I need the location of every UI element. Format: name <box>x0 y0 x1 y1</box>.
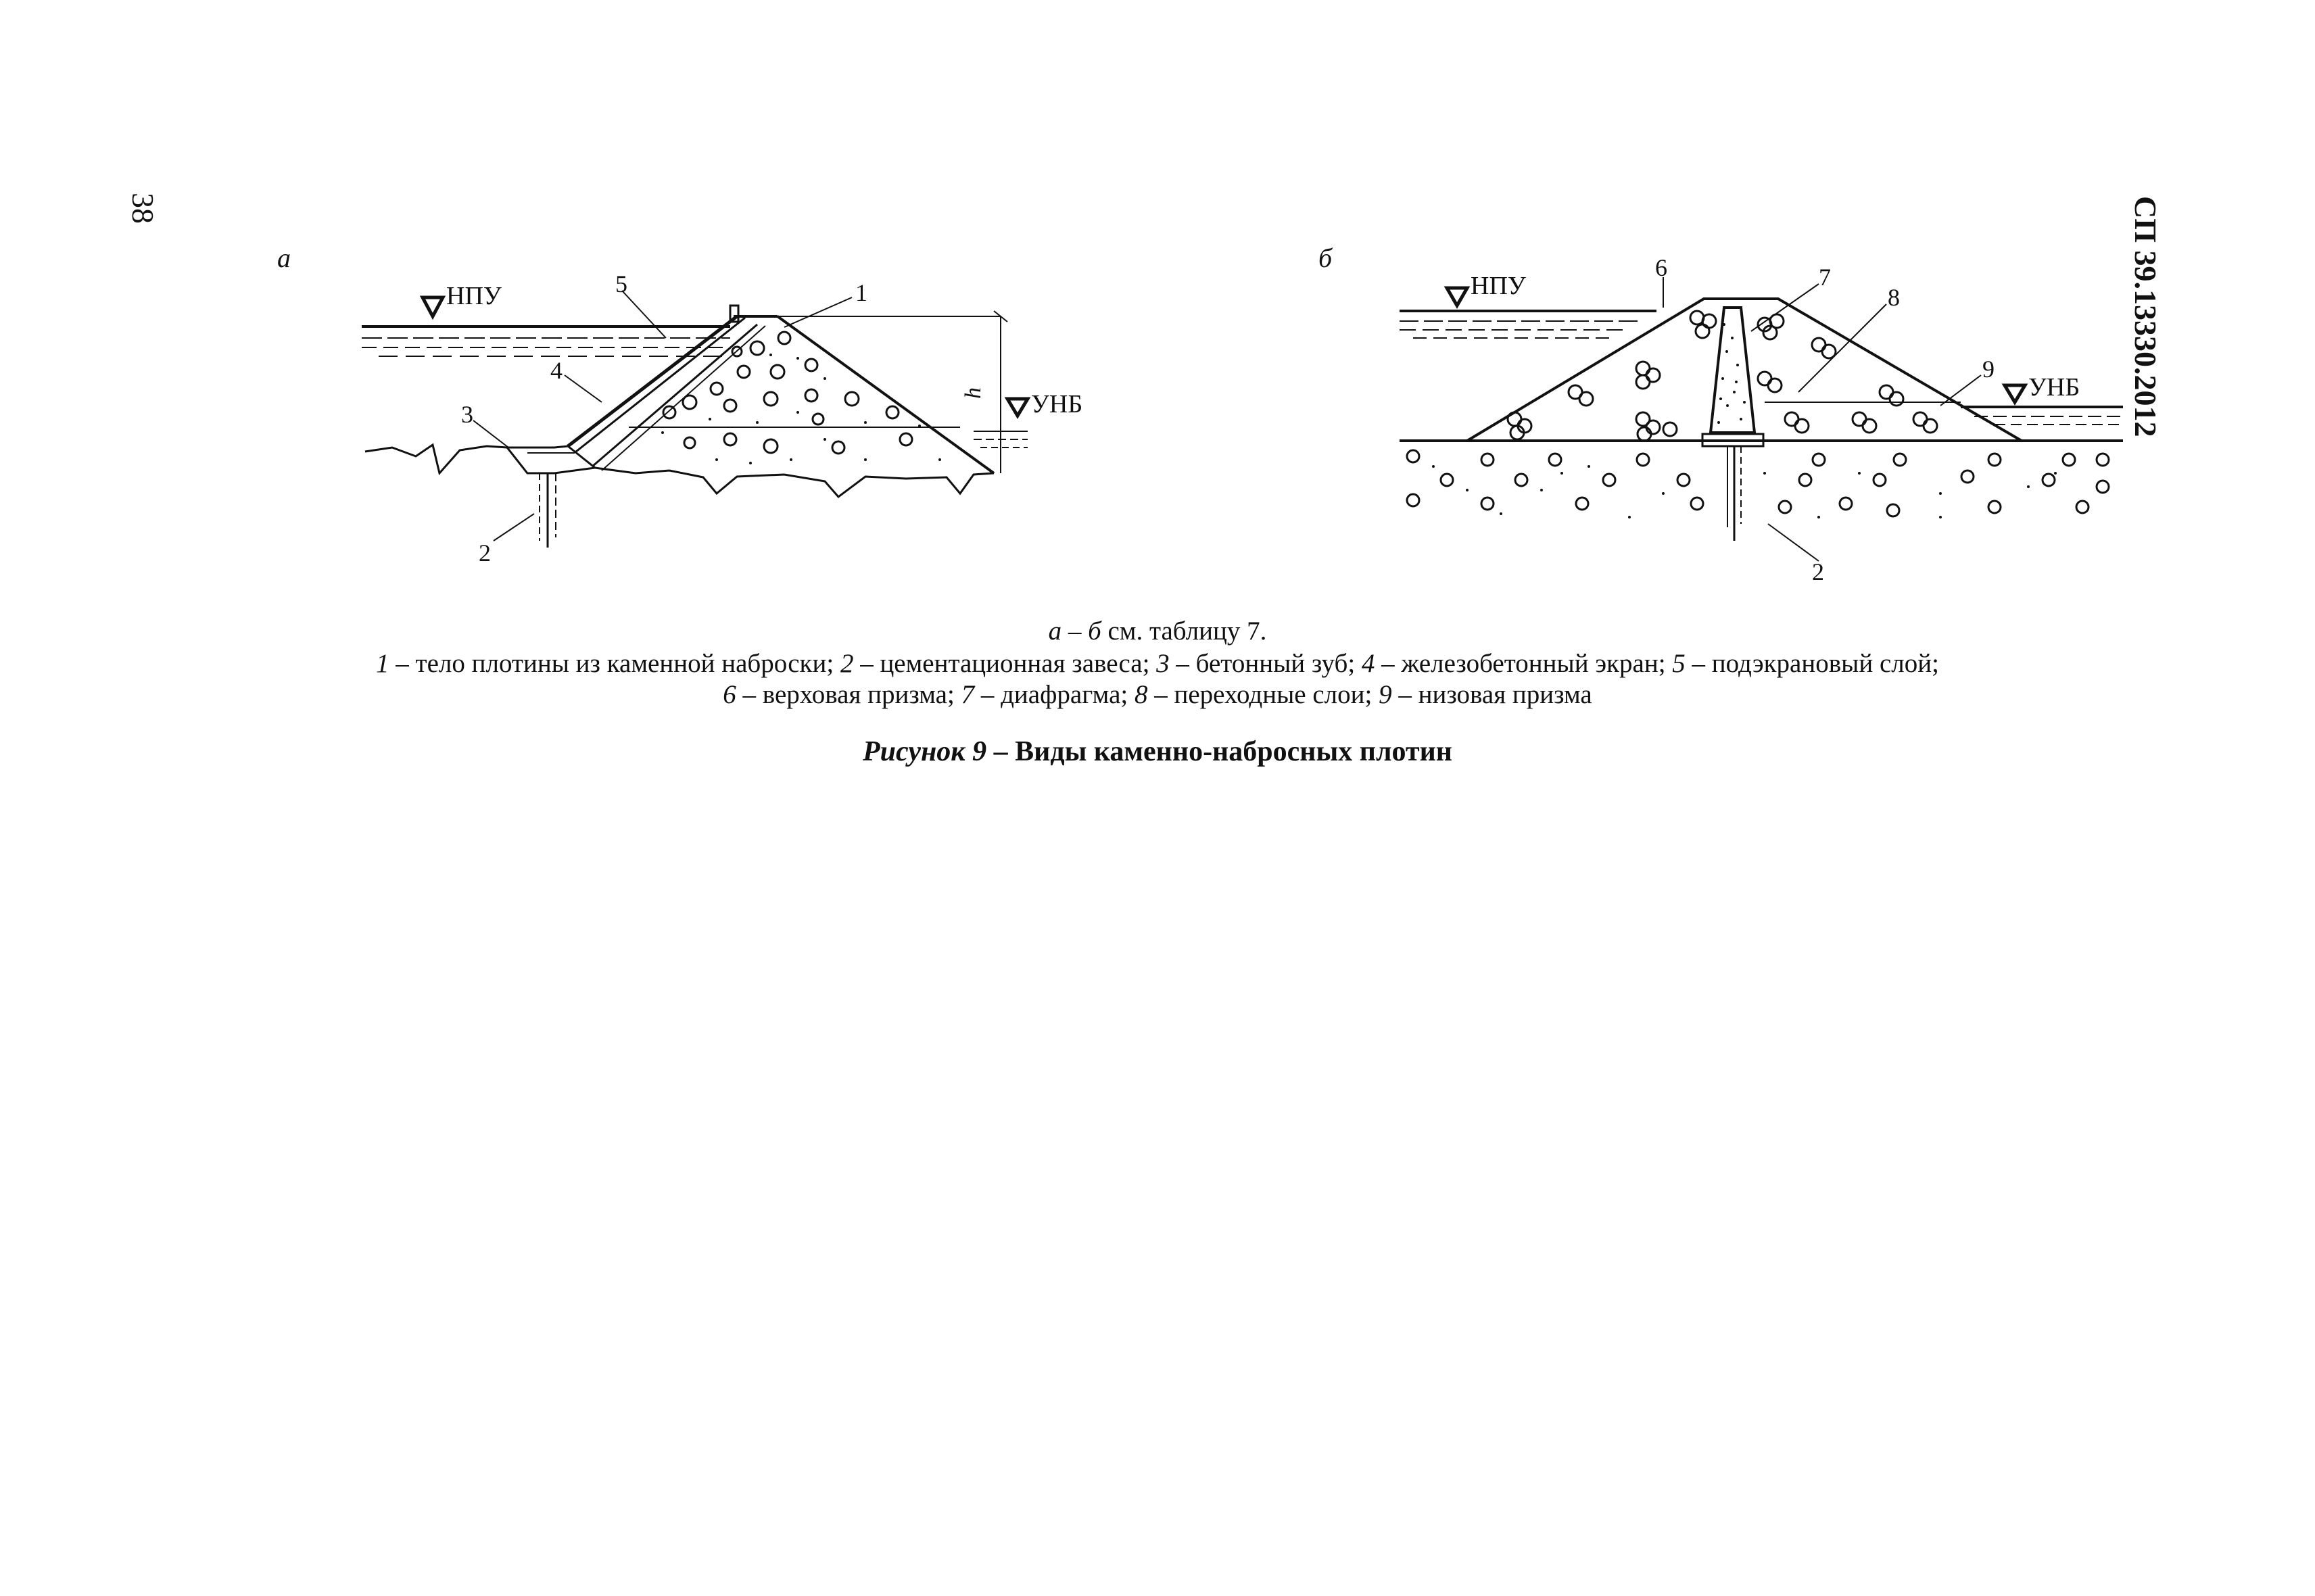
legend-text: тело плотины из каменной наброски; <box>415 649 834 678</box>
legend-text: бетонный зуб; <box>1195 649 1356 678</box>
legend-text: цементационная завеса; <box>880 649 1150 678</box>
callout-b-8: 8 <box>1888 284 1900 311</box>
legend-num: 6 <box>723 680 736 709</box>
callout-a-5: 5 <box>615 270 627 297</box>
callout-a-3: 3 <box>461 401 473 428</box>
legend-num: 8 <box>1135 680 1148 709</box>
legend-num: 1 <box>376 649 389 678</box>
caption-ref-b: б <box>1088 616 1101 646</box>
panel-label-b: б <box>1318 243 1333 273</box>
legend-num: 2 <box>840 649 854 678</box>
callout-a-4: 4 <box>550 357 563 384</box>
level-unb-b: УНБ <box>2028 373 2080 402</box>
legend-text: верховая призма; <box>762 680 955 709</box>
legend-num: 5 <box>1672 649 1686 678</box>
legend-num: 3 <box>1156 649 1170 678</box>
caption-ref-text: см. таблицу 7. <box>1107 616 1267 646</box>
figure-title-dash: – <box>993 736 1008 767</box>
level-unb-a: УНБ <box>1031 390 1083 418</box>
legend-num: 4 <box>1361 649 1375 678</box>
caption-line-1: а – б см. таблицу 7. <box>1048 616 1267 646</box>
figure-title-lead: Рисунок 9 <box>862 736 987 767</box>
legend-text: переходные слои; <box>1174 680 1373 709</box>
legend-text: подэкрановый слой; <box>1711 649 1939 678</box>
figure-a-diagram <box>352 270 1129 568</box>
callout-b-6: 6 <box>1655 257 1667 281</box>
legend-num: 9 <box>1379 680 1392 709</box>
legend-num: 7 <box>961 680 975 709</box>
figure-title-text: Виды каменно-набросных плотин <box>1015 736 1452 767</box>
callout-b-7: 7 <box>1819 264 1831 291</box>
legend-text: низовая призма <box>1418 680 1592 709</box>
callout-a-1: 1 <box>855 279 867 306</box>
document-code: СП 39.13330.2012 <box>2128 196 2163 437</box>
figure-title <box>0 735 2315 768</box>
caption-line-3: 6 – верховая призма; 7 – диафрагма; 8 – переходные слои; 9 – низовая призма <box>723 680 1592 709</box>
panel-label-a: а <box>277 243 291 273</box>
page-number: 38 <box>126 193 160 224</box>
caption-line-2: 1 – тело плотины из каменной наброски; 2 – цементационная завеса; 3 – бетонный зуб; 4 – железобетонный экран; 5 – подэкрановый слой; <box>376 649 1939 678</box>
callout-b-2: 2 <box>1812 558 1824 585</box>
callout-b-9: 9 <box>1982 356 1995 383</box>
level-npu-b: НПУ <box>1471 272 1526 300</box>
figure-b-diagram <box>1386 257 2143 588</box>
level-npu-a: НПУ <box>446 282 502 310</box>
legend-text: диафрагма; <box>1001 680 1128 709</box>
caption-ref-a: а <box>1048 616 1062 646</box>
callout-a-2: 2 <box>479 539 491 566</box>
height-label-h: h <box>961 387 986 399</box>
legend-text: железобетонный экран; <box>1401 649 1666 678</box>
